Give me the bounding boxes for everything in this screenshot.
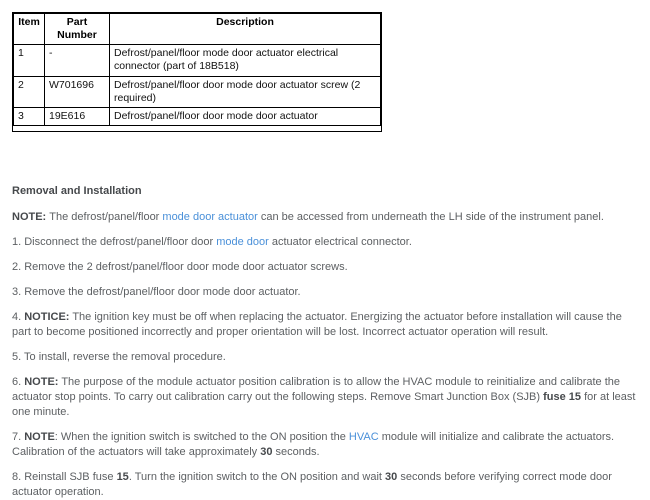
table-row: [14, 76, 381, 107]
table-header-cell: Item: [14, 14, 45, 45]
parts-table-header-row: [14, 14, 381, 45]
table-row: [14, 107, 381, 125]
text-segment: 6.: [12, 375, 25, 388]
table-cell: Defrost/panel/floor door mode door actuator: [110, 107, 381, 125]
table-cell: Defrost/panel/floor door mode door actuator screw (2 required): [110, 76, 381, 107]
inline-link[interactable]: mode door: [216, 235, 269, 248]
bold-text: 15: [116, 470, 129, 483]
text-segment: seconds.: [272, 445, 320, 458]
text-segment: The defrost/panel/floor: [49, 210, 163, 223]
text-segment: 1. Disconnect the defrost/panel/floor door: [12, 235, 217, 248]
parts-table: [13, 13, 381, 126]
text-segment: . Turn the ignition switch to the ON position and wait: [128, 470, 386, 483]
table-header-cell: Part Number: [45, 14, 110, 45]
bold-text: 30: [260, 445, 273, 458]
step-4: [12, 310, 638, 340]
section-title: Removal and Installation: [12, 184, 142, 197]
inline-link[interactable]: mode door actuator: [162, 210, 258, 223]
table-cell: Defrost/panel/floor mode door actuator electrical connector (part of 18B518): [110, 45, 381, 76]
bold-text: fuse 15: [543, 390, 582, 403]
text-segment: seconds before verifying correct mode door actuator operation.: [12, 470, 612, 498]
text-segment: can be accessed from underneath the LH side of the instrument panel.: [257, 210, 604, 223]
bold-text: NOTE:: [24, 375, 59, 388]
parts-table-container: [12, 12, 382, 132]
table-cell: 2: [14, 76, 45, 107]
table-cell: -: [45, 45, 110, 76]
procedure-content: [12, 210, 638, 500]
text-segment: 5. To install, reverse the removal procedure.: [12, 350, 226, 363]
step-2: [12, 260, 638, 275]
table-cell: 19E616: [45, 107, 110, 125]
text-segment: 3. Remove the defrost/panel/floor door mode door actuator.: [12, 285, 301, 298]
step-1: [12, 235, 638, 250]
table-row: [14, 45, 381, 76]
inline-link[interactable]: HVAC: [348, 430, 379, 443]
text-segment: actuator electrical connector.: [268, 235, 412, 248]
text-segment: 8. Reinstall SJB fuse: [12, 470, 117, 483]
table-cell: W701696: [45, 76, 110, 107]
step-8: [12, 470, 638, 500]
text-segment: 7.: [12, 430, 25, 443]
bold-text: 30: [385, 470, 398, 483]
parts-table-body: [14, 45, 381, 126]
text-segment: The purpose of the module actuator position calibration is to allow the HVAC module to reinitialize and calibrate the actuator stop points. To carry out calibration carry out the following steps. Remove Smart Junction Box (SJB): [12, 375, 620, 403]
table-cell: 3: [14, 107, 45, 125]
table-header-cell: Description: [110, 14, 381, 45]
text-segment: 4.: [12, 310, 25, 323]
step-7: [12, 430, 638, 460]
step-5: [12, 350, 638, 365]
note-intro: [12, 210, 638, 225]
bold-text: NOTE: [24, 430, 55, 443]
text-segment: for at least one minute.: [12, 390, 636, 418]
text-segment: 2. Remove the 2 defrost/panel/floor door mode door actuator screws.: [12, 260, 348, 273]
table-cell: 1: [14, 45, 45, 76]
text-segment: module will initialize and calibrate the actuators. Calibration of the actuators will take approximately: [12, 430, 615, 458]
text-segment: : When the ignition switch is switched to the ON position the: [54, 430, 349, 443]
step-3: [12, 285, 638, 300]
step-6: [12, 375, 638, 420]
text-segment: The ignition key must be off when replacing the actuator. Energizing the actuator before installation will cause the part to become positioned incorrectly and proper orientation will be lost. Incorrect actuator operation will result.: [12, 310, 622, 338]
bold-text: NOTE:: [12, 210, 50, 223]
bold-text: NOTICE:: [24, 310, 70, 323]
